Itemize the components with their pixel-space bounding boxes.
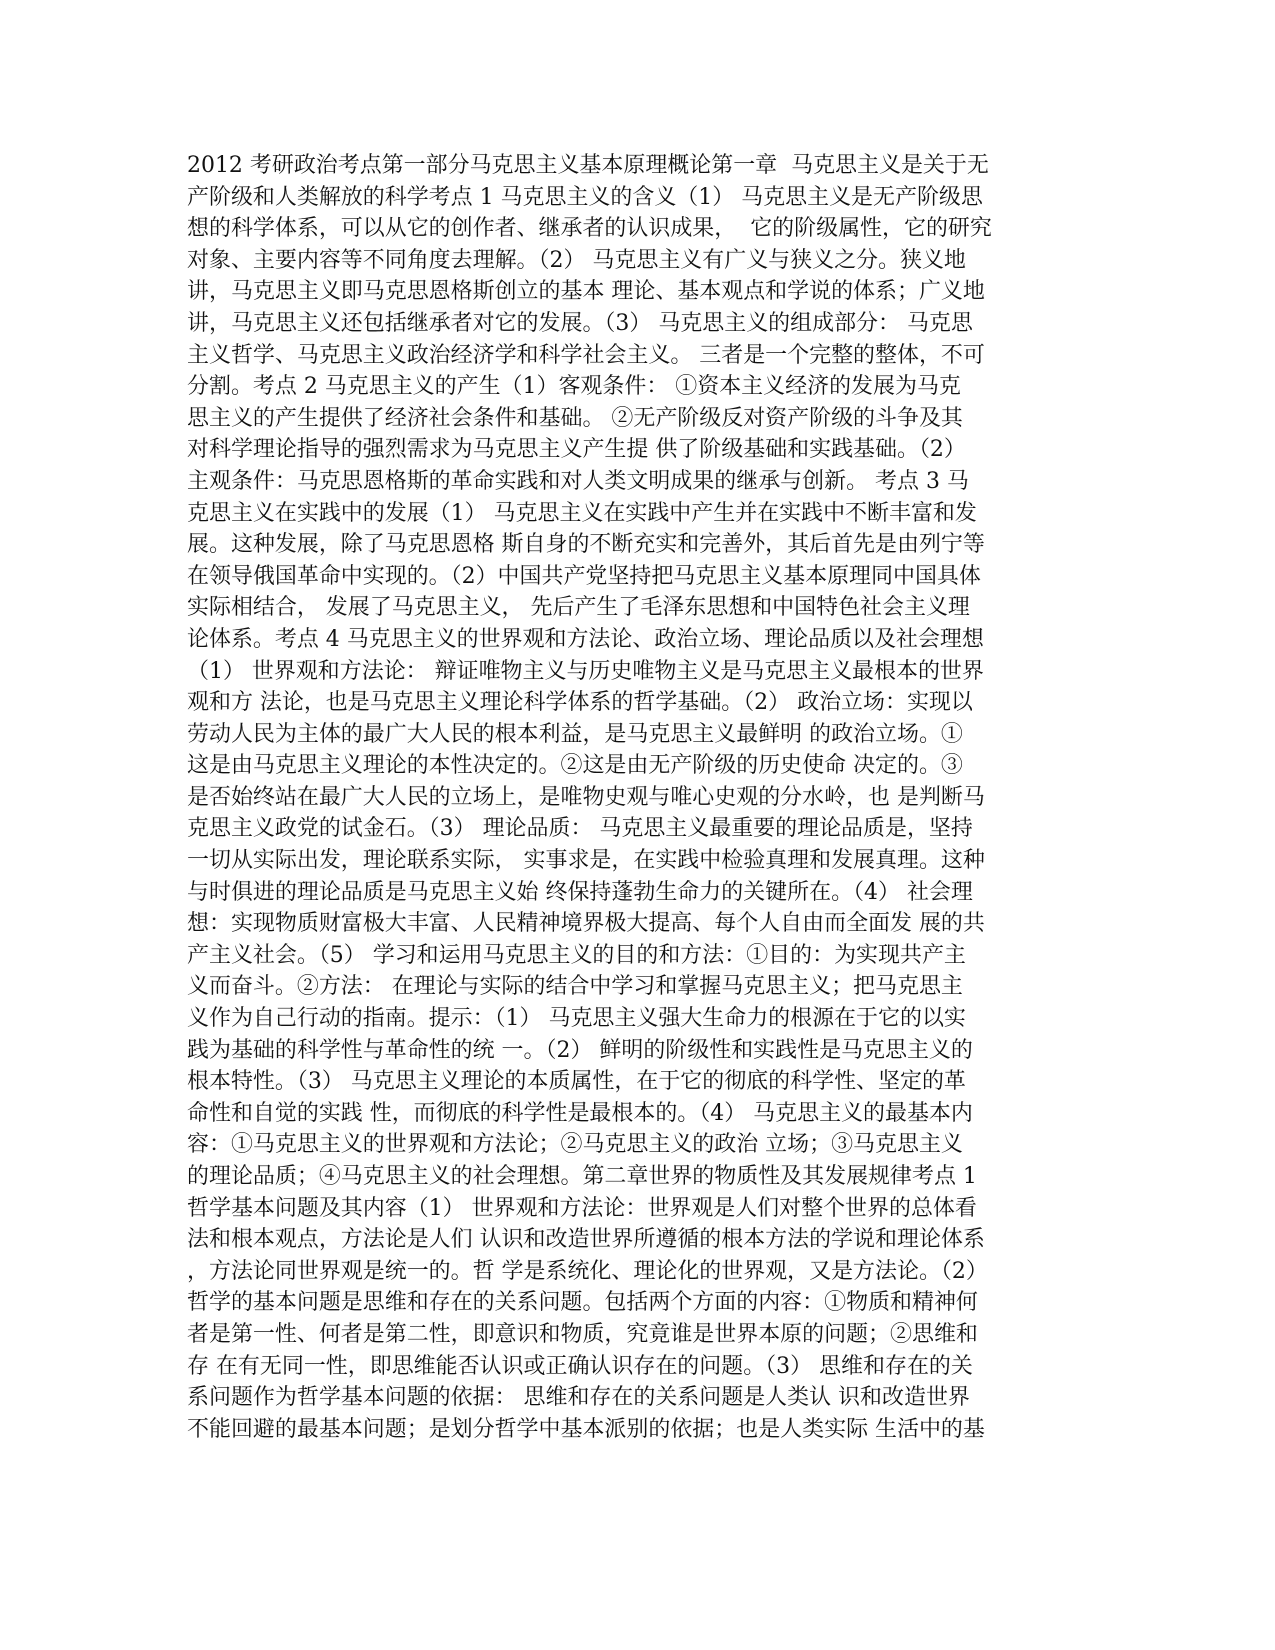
text-line: 想的科学体系，可以从它的创作者、继承者的认识成果， 它的阶级属性，它的研究 xyxy=(187,216,992,242)
text-line: 在领导俄国革命中实现的。（2）中国共产党坚持把马克思主义基本原理同中国具体 xyxy=(187,563,981,589)
text-line: 对象、主要内容等不同角度去理解。（2） 马克思主义有广义与狭义之分。狭义地 xyxy=(187,247,966,273)
text-line: 法和根本观点，方法论是人们 认识和改造世界所遵循的根本方法的学说和理论体系 xyxy=(187,1227,985,1253)
text-line: 产阶级和人类解放的科学考点 1 马克思主义的含义（1） 马克思主义是无产阶级思 xyxy=(187,184,983,210)
text-line: 主观条件：马克思恩格斯的革命实践和对人类文明成果的继承与创新。 考点 3 马 xyxy=(187,468,969,494)
text-line: 哲学基本问题及其内容（1） 世界观和方法论：世界观是人们对整个世界的总体看 xyxy=(187,1195,977,1221)
text-line: 这是由马克思主义理论的本性决定的。②这是由无产阶级的历史使命 决定的。③ xyxy=(187,753,963,779)
text-line: 讲，马克思主义还包括继承者对它的发展。（3） 马克思主义的组成部分： 马克思 xyxy=(187,310,973,336)
text-line: 系问题作为哲学基本问题的依据： 思维和存在的关系问题是人类认 识和改造世界 xyxy=(187,1385,970,1411)
text-line: 义作为自己行动的指南。提示：（1） 马克思主义强大生命力的根源在于它的以实 xyxy=(187,1006,966,1032)
text-line: （1） 世界观和方法论： 辩证唯物主义与历史唯物主义是马克思主义最根本的世界 xyxy=(187,658,984,684)
text-line: 主义哲学、马克思主义政治经济学和科学社会主义。 三者是一个完整的整体，不可 xyxy=(187,342,985,368)
text-line: 2012 考研政治考点第一部分马克思主义基本原理概论第一章 马克思主义是关于无 xyxy=(187,153,989,178)
text-line: 劳动人民为主体的最广大人民的根本利益，是马克思主义最鲜明 的政治立场。① xyxy=(187,721,963,747)
text-line: 实际相结合， 发展了马克思主义， 先后产生了毛泽东思想和中国特色社会主义理 xyxy=(187,595,970,621)
text-line: 讲，马克思主义即马克思恩格斯创立的基本 理论、基本观点和学说的体系；广义地 xyxy=(187,279,985,305)
text-line: 义而奋斗。②方法： 在理论与实际的结合中学习和掌握马克思主义；把马克思主 xyxy=(187,974,963,1000)
text-line: 产主义社会。（5） 学习和运用马克思主义的目的和方法：①目的：为实现共产主 xyxy=(187,942,966,968)
text-line: 思主义的产生提供了经济社会条件和基础。 ②无产阶级反对资产阶级的斗争及其 xyxy=(187,405,963,431)
text-line: 对科学理论指导的强烈需求为马克思主义产生提 供了阶级基础和实践基础。（2） xyxy=(187,437,966,463)
text-line: 存 在有无同一性，即思维能否认识或正确认识存在的问题。（3） 思维和存在的关 xyxy=(187,1353,973,1379)
text-line: 不能回避的最基本问题；是划分哲学中基本派别的依据；也是人类实际 生活中的基 xyxy=(187,1416,985,1442)
text-line: 观和方 法论，也是马克思主义理论科学体系的哲学基础。（2） 政治立场：实现以 xyxy=(187,690,973,716)
text-line: 根本特性。（3） 马克思主义理论的本质属性，在于它的彻底的科学性、坚定的革 xyxy=(187,1069,966,1095)
text-line: 克思主义在实践中的发展（1） 马克思主义在实践中产生并在实践中不断丰富和发 xyxy=(187,500,977,526)
text-line: 分割。考点 2 马克思主义的产生（1）客观条件： ①资本主义经济的发展为马克 xyxy=(187,374,961,400)
text-line: 容：①马克思主义的世界观和方法论；②马克思主义的政治 立场；③马克思主义 xyxy=(187,1132,963,1158)
text-line: ，方法论同世界观是统一的。哲 学是系统化、理论化的世界观，又是方法论。（2） xyxy=(187,1258,988,1284)
text-line: 克思主义政党的试金石。（3） 理论品质： 马克思主义最重要的理论品质是，坚持 xyxy=(187,816,973,842)
text-line: 与时俱进的理论品质是马克思主义始 终保持蓬勃生命力的关键所在。（4） 社会理 xyxy=(187,879,973,905)
text-line: 一切从实际出发，理论联系实际， 实事求是，在实践中检验真理和发展真理。这种 xyxy=(187,848,985,874)
text-line: 哲学的基本问题是思维和存在的关系问题。包括两个方面的内容：①物质和精神何 xyxy=(187,1290,978,1316)
text-line: 命性和自觉的实践 性，而彻底的科学性是最根本的。（4） 马克思主义的最基本内 xyxy=(187,1100,973,1126)
text-line: 展。这种发展，除了马克思恩格 斯自身的不断充实和完善外，其后首先是由列宁等 xyxy=(187,532,985,558)
body-text xyxy=(187,150,1087,1445)
text-line: 的理论品质；④马克思主义的社会理想。第二章世界的物质性及其发展规律考点 1 xyxy=(187,1164,977,1189)
text-line: 想：实现物质财富极大丰富、人民精神境界极大提高、每个人自由而全面发 展的共 xyxy=(187,911,985,937)
text-line: 是否始终站在最广大人民的立场上，是唯物史观与唯心史观的分水岭，也 是判断马 xyxy=(187,784,985,810)
text-line: 论体系。考点 4 马克思主义的世界观和方法论、政治立场、理论品质以及社会理想 xyxy=(187,626,984,652)
text-line: 践为基础的科学性与革命性的统 一。（2） 鲜明的阶级性和实践性是马克思主义的 xyxy=(187,1037,973,1063)
text-line: 者是第一性、何者是第二性，即意识和物质，究竟谁是世界本原的问题；②思维和 xyxy=(187,1321,978,1347)
